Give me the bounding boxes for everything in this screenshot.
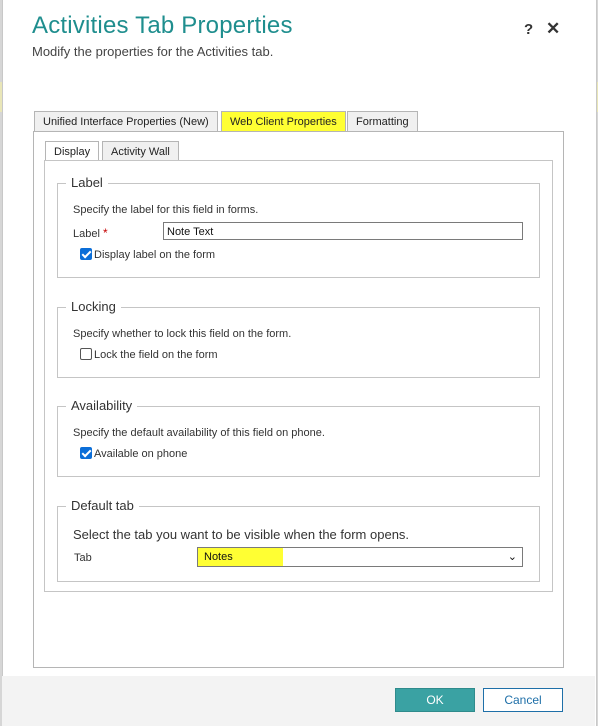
available-on-phone-checkbox-label: Available on phone [94,448,188,460]
lock-field-checkbox[interactable] [80,348,92,360]
label-text-input[interactable]: Note Text [163,222,523,240]
label-group-description: Specify the label for this field in forms. [73,204,259,216]
locking-group-description: Specify whether to lock this field on the form. [73,328,292,340]
locking-group [57,299,540,378]
subtab-display[interactable]: Display [45,141,99,163]
dialog-subtitle: Modify the properties for the Activities tab. [32,44,274,59]
availability-group [57,398,540,477]
default-tab-select[interactable] [197,547,523,567]
display-label-checkbox-label: Display label on the form [94,249,216,261]
label-field-text: Label [73,228,100,240]
label-field-label [73,226,108,240]
default-tab-selected-value: Notes [198,548,283,566]
availability-group-legend: Availability [66,398,137,413]
label-group-legend: Label [66,175,108,190]
default-tab-group-description: Select the tab you want to be visible when the form opens. [73,527,410,542]
close-icon[interactable]: ✕ [546,19,561,38]
lock-field-checkbox-label: Lock the field on the form [94,349,218,361]
tab-formatting[interactable]: Formatting [347,111,418,133]
ok-button[interactable]: OK [395,688,475,712]
default-tab-group-legend: Default tab [66,498,139,513]
help-icon[interactable]: ? [524,21,534,38]
cancel-button[interactable]: Cancel [483,688,563,712]
required-mark: * [102,226,108,240]
tab-field-label: Tab [74,552,92,564]
locking-group-legend: Locking [66,299,121,314]
display-label-checkbox[interactable] [80,248,92,260]
default-tab-group [57,498,540,582]
chevron-down-icon: ⌄ [507,551,517,563]
dialog-title: Activities Tab Properties [32,12,293,39]
availability-group-description: Specify the default availability of this field on phone. [73,427,325,439]
tab-unified-interface-properties[interactable]: Unified Interface Properties (New) [34,111,218,133]
subtab-activity-wall[interactable]: Activity Wall [102,141,179,163]
available-on-phone-checkbox[interactable] [80,447,92,459]
tab-web-client-properties[interactable]: Web Client Properties [221,111,346,133]
